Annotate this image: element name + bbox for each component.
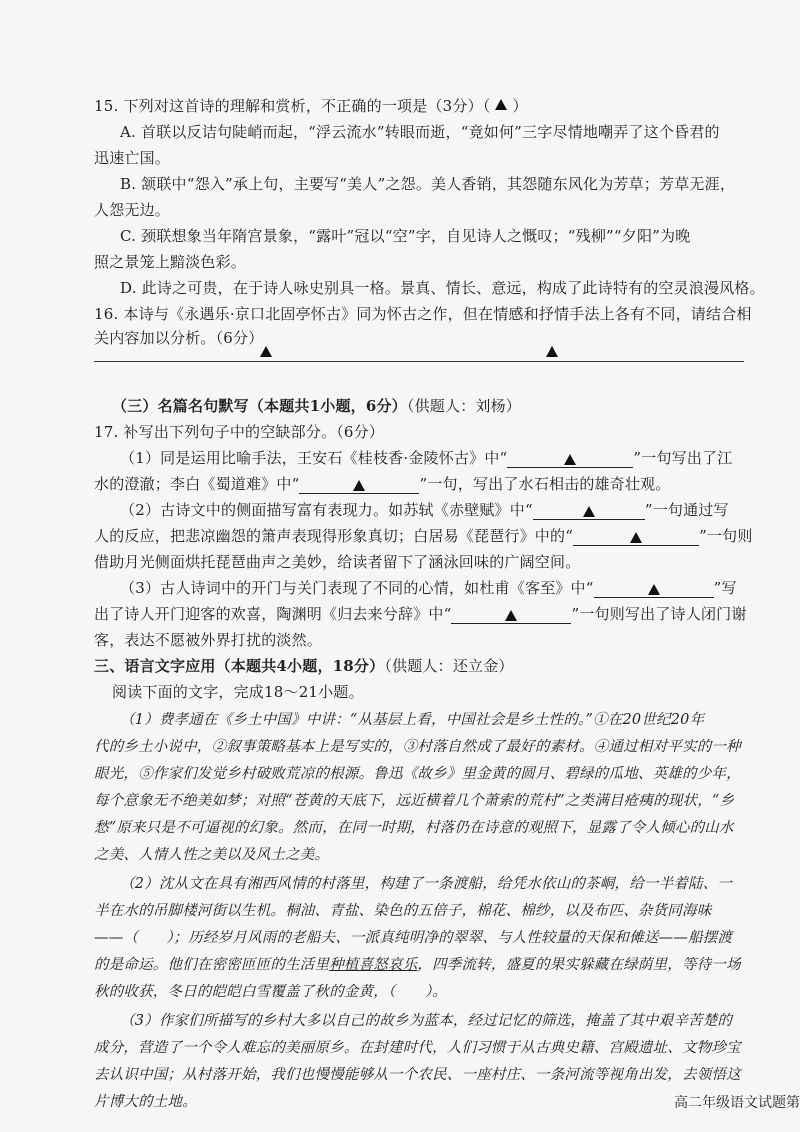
- passage-p2-line4: 的是命运。他们在密密匝匝的生活里种植喜怒哀乐，四季流转，盛夏的果实躲藏在绿荫里，等待一场: [94, 957, 741, 973]
- answer-blank: [299, 475, 419, 494]
- passage-p3-line4: 片博大的土地。: [94, 1094, 197, 1110]
- page-footer: 高二年级语文试题第: [674, 1095, 800, 1111]
- answer-blank: [573, 527, 699, 546]
- q15-option-c-cont: 照之景笼上黯淡色彩。: [94, 253, 247, 271]
- q17-item1: （1）同是运用比喻手法，王安石《桂枝香·金陵怀古》中“ ”一句写出了江: [120, 449, 733, 467]
- answer-triangle-icon: [546, 346, 558, 357]
- passage-p2-line3: ——（ ）；历经岁月风雨的老船夫、一派真纯明净的翠翠、与人性较量的天保和傩送——船摆渡: [94, 930, 733, 946]
- answer-line: [94, 361, 744, 362]
- q15-option-a: A. 首联以反诘句陡峭而起，“浮云流水”转眼而逝，“竟如何”三字尽情地嘲弄了这个昏君的: [120, 123, 720, 141]
- passage-p1: （1）费孝通在《乡土中国》中讲：“从基层上看，中国社会是乡土性的。”①在20世纪20年: [120, 712, 705, 728]
- q15-option-c: C. 颈联想象当年隋宫景象，“露叶”冠以“空”字，自见诗人之慨叹；“残柳”“夕阳”为晚: [120, 227, 691, 245]
- q17-item1-cont: 水的澄澈；李白《蜀道难》中“ ”一句，写出了水石相击的雄奇壮观。: [94, 475, 671, 493]
- q17-item3-cont2: 客，表达不愿被外界打扰的淡然。: [94, 631, 323, 649]
- q17-item2: （2）古诗文中的侧面描写富有表现力。如苏轼《赤壁赋》中“ ”一句通过写: [120, 501, 729, 519]
- answer-triangle-icon: [495, 99, 507, 110]
- answer-blank: [594, 579, 714, 598]
- answer-blank: [507, 449, 633, 468]
- passage-p3: （3）作家们所描写的乡村大多以自己的故乡为蓝本，经过记忆的筛选，掩盖了其中艰辛苦楚的: [120, 1013, 733, 1029]
- passage-p2-line2: 半在水的吊脚楼河街以生机。桐油、青盐、染色的五倍子，棉花、棉纱，以及布匹、杂货同海味: [94, 903, 712, 919]
- section-heading: （三）名篇名句默写（本题共1小题，6分）（供题人：刘杨）: [112, 397, 521, 415]
- q15-option-b: B. 颔联中“怨入”承上句，主要写“美人”之怨。美人香销，其怨随东风化为芳草；芳草无涯，: [120, 175, 736, 193]
- reading-intro: 阅读下面的文字，完成18～21小题。: [112, 683, 364, 701]
- passage-p2: （2）沈从文在具有湘西风情的村落里，构建了一条渡船，给凭水依山的茶峒，给一半着陆、一: [120, 876, 733, 892]
- q17-item3-cont: 出了诗人开门迎客的欢喜，陶渊明《归去来兮辞》中“ ”一句则写出了诗人闭门谢: [94, 605, 747, 623]
- q15-option-d: D. 此诗之可贵，在于诗人咏史别具一格。景真、情长、意远，构成了此诗特有的空灵浪漫风格。: [120, 279, 765, 297]
- passage-p2-line5: 秋的收获，冬日的皑皑白雪覆盖了秋的金黄，（ ）。: [94, 984, 447, 1000]
- answer-blank: [533, 501, 645, 520]
- passage-p1-line3: 眼光，⑤作家们发觉乡村破败荒凉的根源。鲁迅《故乡》里金黄的圆月、碧绿的瓜地、英雄的少年，: [94, 766, 741, 782]
- answer-triangle-icon: [260, 346, 272, 357]
- q17-stem: 17. 补写出下列句子中的空缺部分。（6分）: [94, 423, 385, 441]
- q17-item2-cont: 人的反应，把悲凉幽怨的箫声表现得形象真切；白居易《琵琶行》中的“ ”一句则: [94, 527, 753, 545]
- q17-item3: （3）古人诗词中的开门与关门表现了不同的心情，如杜甫《客至》中“ ”写: [120, 579, 737, 597]
- part-heading: 三、语言文字应用（本题共4小题，18分）（供题人：还立金）: [94, 657, 514, 675]
- q16-stem: 16. 本诗与《永遇乐·京口北固亭怀古》同为怀古之作，但在情感和抒情手法上各有不同，请结合相: [94, 305, 752, 323]
- passage-p1-line2: 代的乡土小说中，②叙事策略基本上是写实的，③村落自然成了最好的素材。④通过相对平实的一种: [94, 739, 741, 755]
- q15-option-a-cont: 迅速亡国。: [94, 149, 171, 167]
- answer-blank: [451, 605, 571, 624]
- passage-p3-line3: 去认识中国；从村落开始，我们也慢慢能够从一个农民、一座村庄、一条河流等视角出发，去领悟这: [94, 1067, 741, 1083]
- passage-p3-line2: 成分，营造了一个令人难忘的美丽原乡。在封建时代，人们习惯于从古典史籍、宫殿遗址、文物珍宝: [94, 1040, 741, 1056]
- passage-p1-line6: 之美、人情人性之美以及风土之美。: [94, 847, 330, 863]
- passage-p1-line4: 每个意象无不绝美如梦；对照“苍黄的天底下，远近横着几个萧索的荒村”之类满目疮痍的现状，“乡: [94, 793, 735, 809]
- q15-stem: 15. 下列对这首诗的理解和赏析，不正确的一项是（3分）（ ）: [94, 97, 528, 115]
- q17-item2-cont2: 借助月光侧面烘托琵琶曲声之美妙，给读者留下了涵泳回味的广阔空间。: [94, 553, 581, 571]
- q15-option-b-cont: 人怨无边。: [94, 201, 171, 219]
- passage-p1-line5: 愁”原来只是不可逼视的幻象。然而，在同一时期，村落仍在诗意的观照下，显露了令人倾心的山水: [94, 820, 734, 836]
- q16-stem-cont: 关内容加以分析。（6分）: [94, 329, 264, 347]
- underlined-phrase: 种植喜怒哀乐: [329, 957, 418, 973]
